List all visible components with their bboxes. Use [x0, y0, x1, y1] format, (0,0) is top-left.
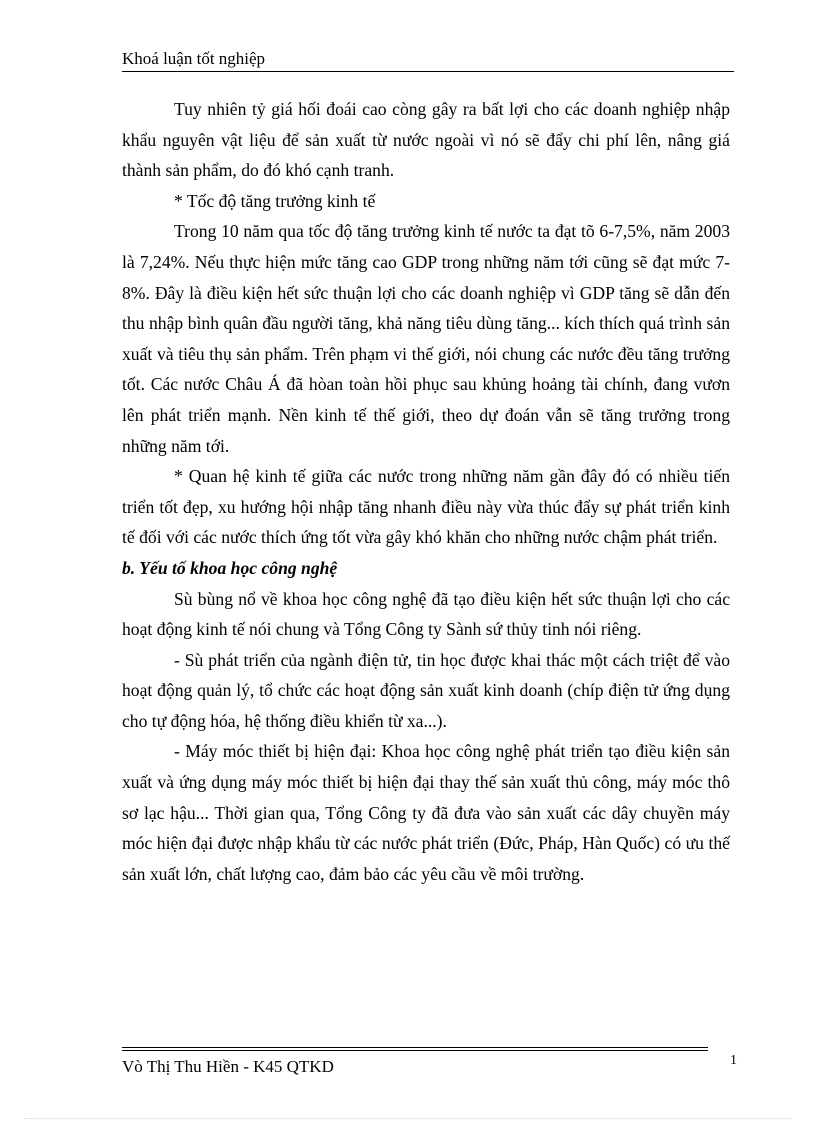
document-body — [122, 94, 730, 889]
section-heading: b. Yếu tố khoa học công nghệ — [122, 557, 338, 578]
footer-rule — [122, 1047, 708, 1048]
paragraph: Tuy nhiên tỷ giá hối đoái cao còng gây ra bất lợi cho các doanh nghiệp nhập khẩu nguyên vật liệu để sản xuất từ nước ngoài vì nó sẽ đẩy chi phí lên, nâng giá thành sản phẩm, do đó khó cạnh tranh. — [122, 99, 730, 181]
paragraph: * Tốc độ tăng trưởng kinh tế — [174, 190, 376, 211]
header-rule — [122, 71, 734, 72]
paragraph: Trong 10 năm qua tốc độ tăng trưởng kinh tế nước ta đạt tõ 6-7,5%, năm 2003 là 7,24%. Nếu thực hiện mức tăng cao GDP trong những năm tới cũng sẽ đạt mức 7-8%. Đây là điều kiện hết sức thuận lợi cho các doanh nghiệp vì GDP tăng sẽ dẫn đến thu nhập bình quân đầu người tăng, khả năng tiêu dùng tăng... kích thích quá trình sản xuất và tiêu thụ sản phẩm. Trên phạm vi thế giới, nói chung các nước đều tăng trưởng tốt. Các nước Châu Á đã hòan toàn hồi phục sau khủng hoảng tài chính, đang vươn lên phát triển mạnh. Nền kinh tế thế giới, theo dự đoán vẫn sẽ tăng trưởng trong những năm tới. — [122, 221, 730, 456]
header-title: Khoá luận tốt nghiệp — [122, 49, 266, 68]
footer-rule — [122, 1050, 708, 1051]
page-header — [122, 48, 734, 70]
paragraph: - Sù phát triển của ngành điện tử, tin học được khai thác một cách triệt để vào hoạt động quản lý, tổ chức các hoạt động sản xuất kinh doanh (chíp điện tử ứng dụng cho tự động hóa, hệ thống điều khiển từ xa...). — [122, 649, 730, 731]
footer-author: Vò Thị Thu Hiền - K45 QTKD — [122, 1057, 334, 1076]
page-edge — [24, 1118, 792, 1119]
paragraph: Sù bùng nổ về khoa học công nghệ đã tạo điều kiện hết sức thuận lợi cho các hoạt động kinh tế nói chung và Tổng Công ty Sành sứ thủy tinh nói riêng. — [122, 588, 730, 640]
page-number: 1 — [730, 1053, 737, 1068]
paragraph: - Máy móc thiết bị hiện đại: Khoa học công nghệ phát triển tạo điều kiện sản xuất và ứng dụng máy móc thiết bị hiện đại thay thế sản xuất thủ công, máy móc thô sơ lạc hậu... Thời gian qua, Tổng Công ty đã đưa vào sản xuất các dây chuyền máy móc hiện đại được nhập khẩu từ các nước phát triển (Đức, Pháp, Hàn Quốc) có ưu thế sản xuất lớn, chất lượng cao, đảm bảo các yêu cầu về môi trường. — [122, 741, 730, 884]
paragraph: * Quan hệ kinh tế giữa các nước trong những năm gần đây đó có nhiều tiến triển tốt đẹp, xu hướng hội nhập tăng nhanh điều này vừa thúc đẩy sự phát triển kinh tế đối với các nước thích ứng tốt vừa gây khó khăn cho những nước chậm phát triển. — [122, 466, 730, 548]
